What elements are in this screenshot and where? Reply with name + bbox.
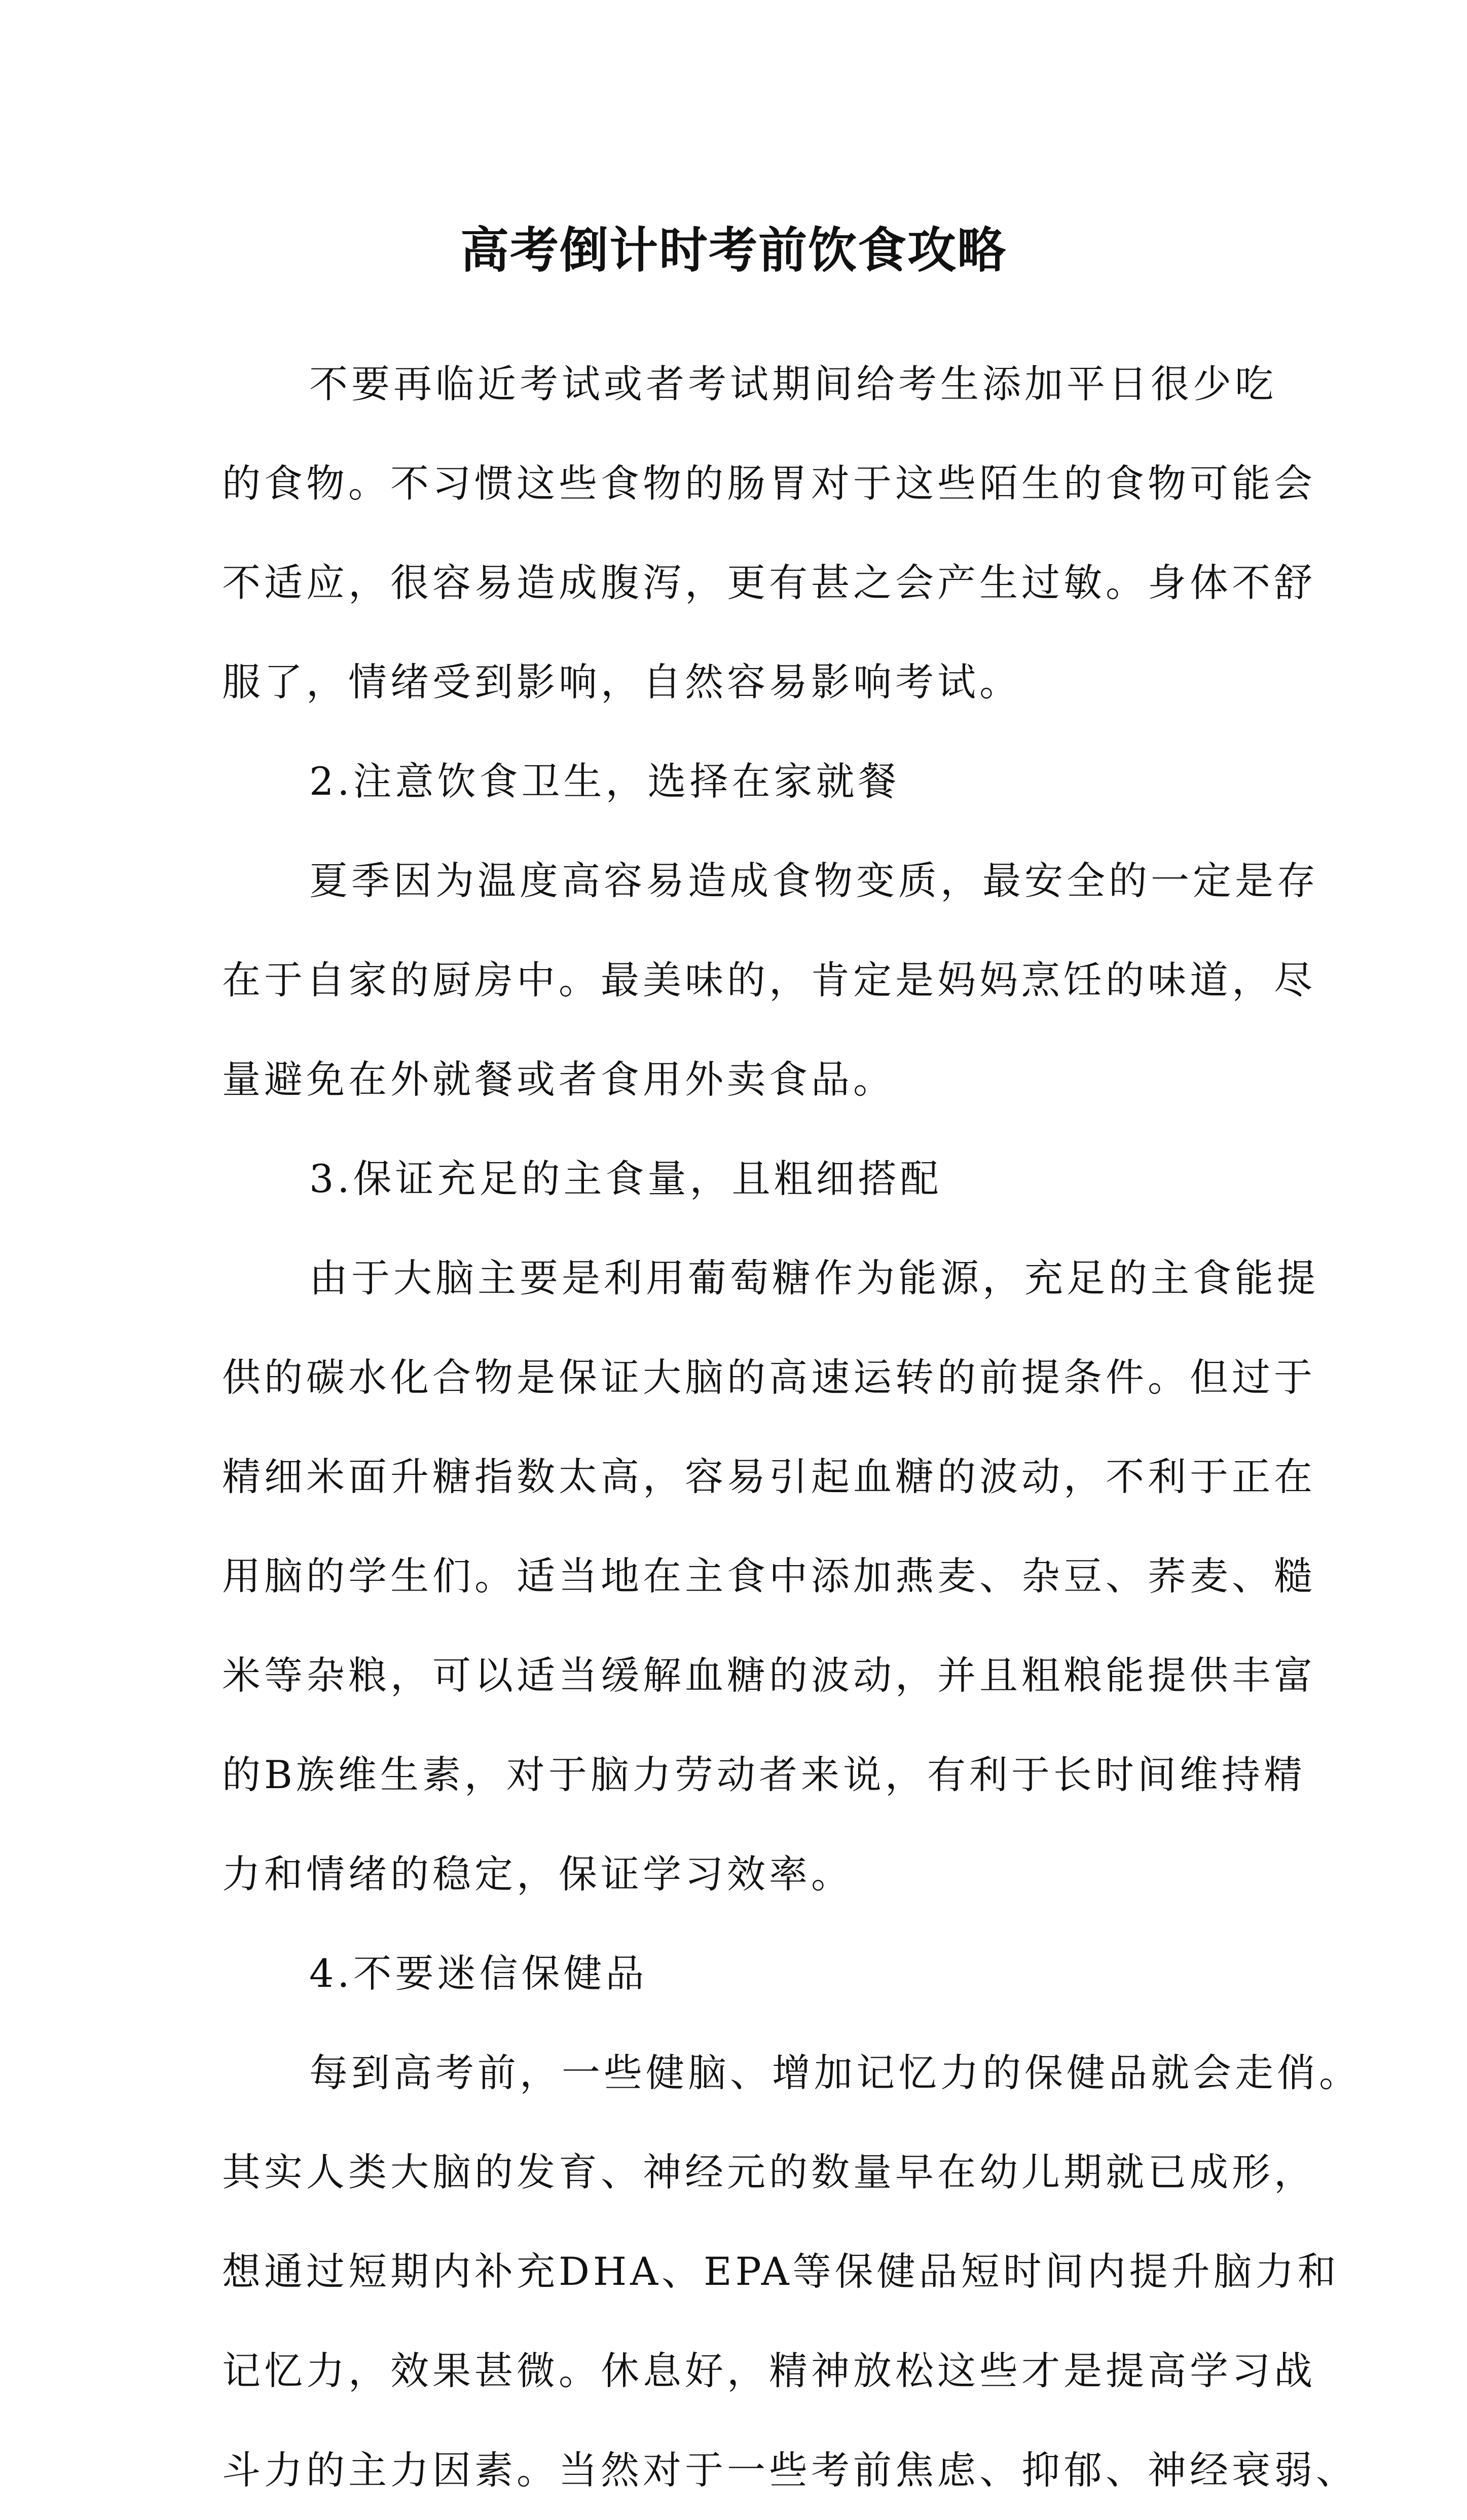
text-line: 精细米面升糖指数太高，容易引起血糖的波动，不利于正在 — [222, 1454, 1316, 1499]
text-line: 用脑的学生们。适当地在主食中添加燕麦、杂豆、荞麦、糙 — [222, 1553, 1316, 1599]
text-line: 夏季因为温度高容易造成食物变质，最安全的一定是存 — [309, 858, 1319, 903]
text-line: 2.注意饮食卫生，选择在家就餐 — [309, 759, 900, 804]
text-line: 斗力的主力因素。当然对于一些考前焦虑、抑郁、神经衰弱、 — [222, 2448, 1358, 2493]
text-line: 供的碳水化合物是保证大脑的高速运转的前提条件。但过于 — [222, 1355, 1316, 1400]
text-line: 由于大脑主要是利用葡萄糖作为能源，充足的主食能提 — [309, 1255, 1319, 1301]
text-line: 3.保证充足的主食量，且粗细搭配 — [309, 1156, 942, 1201]
text-line: 想通过短期内补充DHA、EPA等保健品短时间内提升脑力和 — [222, 2249, 1340, 2294]
text-line: 不适应，很容易造成腹泻，更有甚之会产生过敏。身体不舒 — [222, 560, 1316, 605]
text-line: 不要再临近考试或者考试期间给考生添加平日很少吃 — [309, 361, 1277, 406]
document-title: 高考倒计时考前饮食攻略 — [460, 221, 1007, 279]
text-line: 力和情绪的稳定，保证学习效率。 — [222, 1851, 853, 1897]
text-line: 服了，情绪受到影响，自然容易影响考试。 — [222, 659, 1021, 705]
text-line: 米等杂粮，可以适当缓解血糖的波动，并且粗粮能提供丰富 — [222, 1653, 1316, 1698]
text-line: 4.不要迷信保健品 — [309, 1951, 648, 1996]
text-line: 的B族维生素，对于脑力劳动者来说，有利于长时间维持精 — [222, 1752, 1306, 1797]
text-line: 的食物。不习惯这些食物的肠胃对于这些陌生的食物可能会 — [222, 461, 1316, 506]
text-line: 在于自家的厨房中。最美味的，肯定是妈妈烹饪的味道，尽 — [222, 957, 1316, 1003]
text-line: 量避免在外就餐或者食用外卖食品。 — [222, 1057, 895, 1102]
text-line: 记忆力，效果甚微。休息好，精神放松这些才是提高学习战 — [222, 2348, 1316, 2393]
text-line: 其实人类大脑的发育、神经元的数量早在幼儿期就已成形， — [222, 2150, 1316, 2195]
document-body — [222, 335, 1361, 2520]
text-line: 每到高考前，一些健脑、增加记忆力的保健品就会走俏。 — [309, 2050, 1361, 2095]
